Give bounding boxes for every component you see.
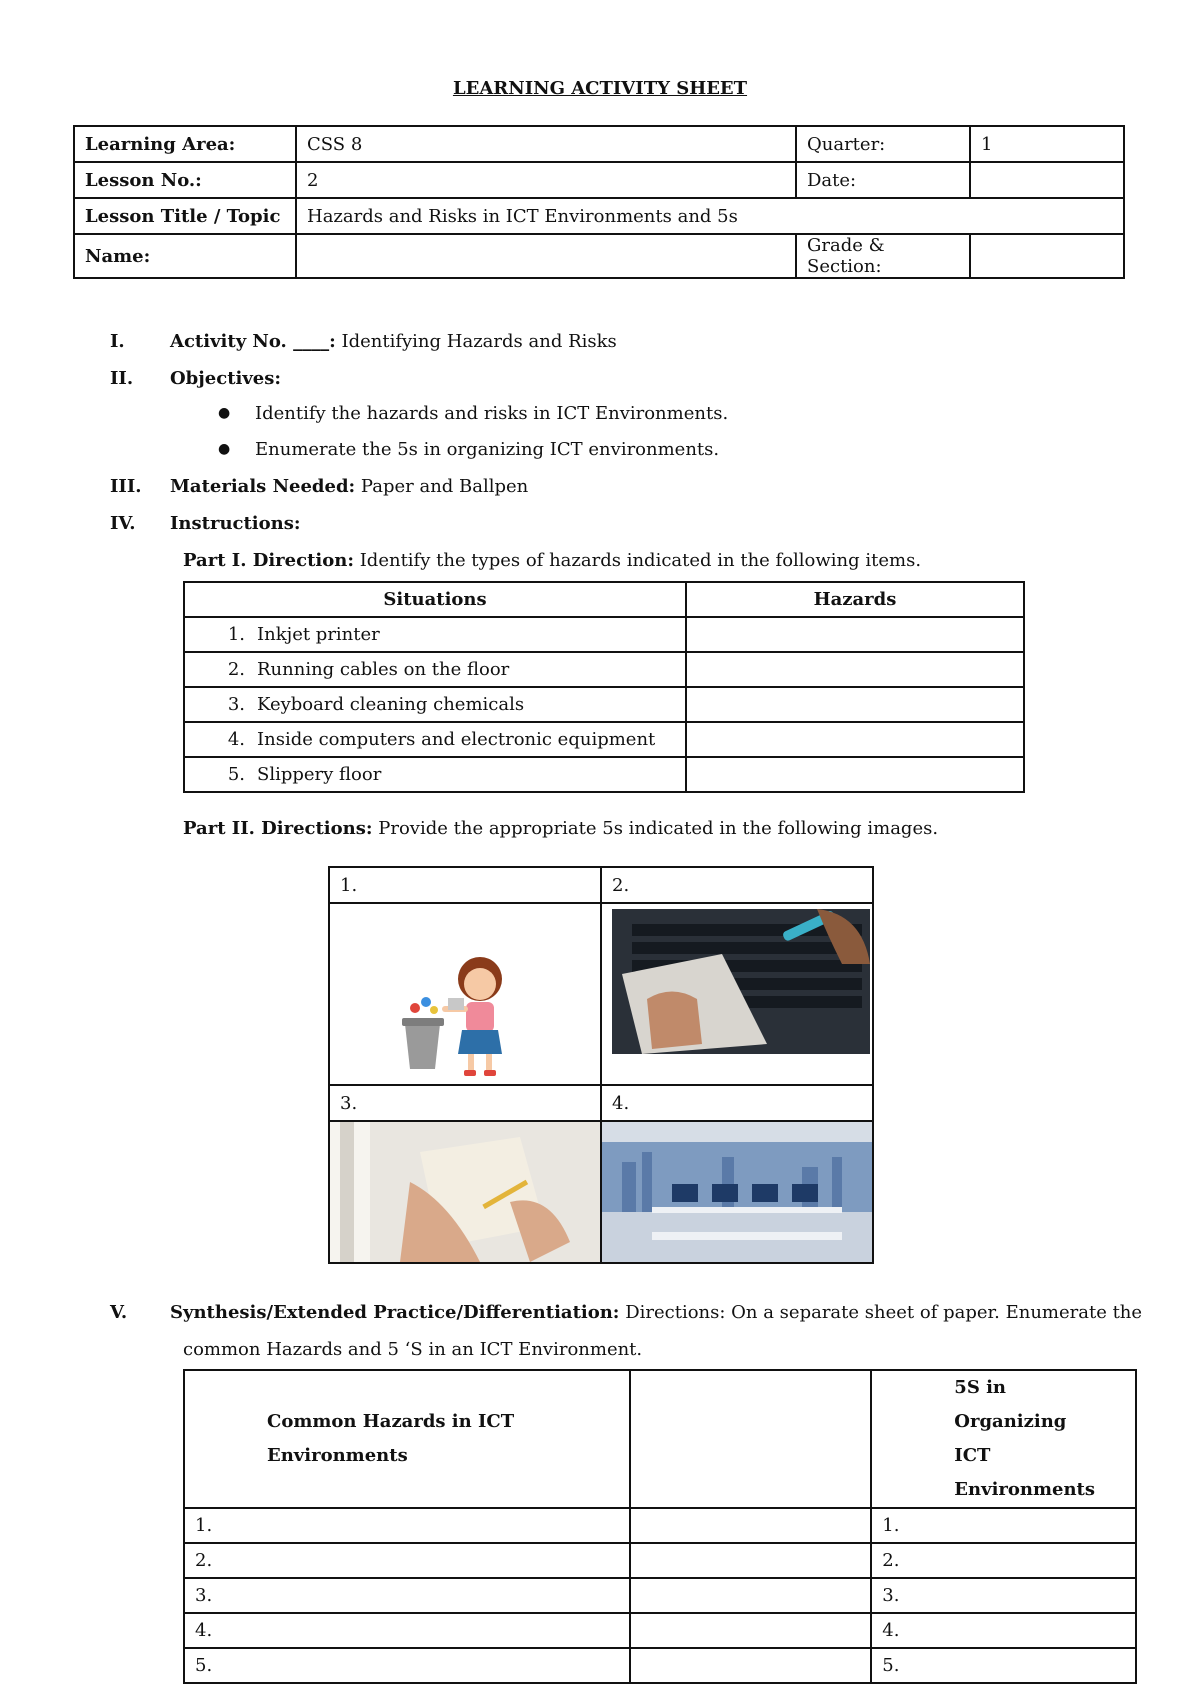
5s-entry-field[interactable]: 2.	[871, 1543, 1136, 1578]
synthesis-text: Directions: On a separate sheet of paper. Enumerate the	[619, 1302, 1143, 1323]
part1-text: Identify the types of hazards indicated in the following items.	[353, 550, 922, 571]
synthesis-text-line2: common Hazards and 5 ‘S in an ICT Environment.	[183, 1339, 643, 1360]
learning-area-value: CSS 8	[296, 126, 796, 162]
grade-section-label: Grade & Section:	[796, 234, 970, 278]
hazard-entry-field[interactable]: 3.	[184, 1578, 630, 1613]
section-ii-number: II.	[110, 368, 134, 389]
table-row: 1. Inkjet printer	[184, 617, 1024, 652]
hazard-entry-field[interactable]: 1.	[184, 1508, 630, 1543]
col-5s: 5S in Organizing ICT Environments	[871, 1370, 1136, 1508]
table-row	[184, 1613, 1136, 1648]
page-title: LEARNING ACTIVITY SHEET	[452, 78, 748, 99]
activity-label: Activity No. ____:	[170, 331, 336, 352]
section-i-number: I.	[110, 331, 125, 352]
part2-label: Part II. Directions:	[183, 818, 373, 839]
bullet-icon: ●	[218, 405, 231, 421]
table-row	[184, 1648, 1136, 1683]
col-blank	[630, 1370, 872, 1508]
image-number-3: 3.	[329, 1085, 601, 1121]
synthesis-table	[183, 1369, 1137, 1684]
synthesis-label: Synthesis/Extended Practice/Differentiation:	[170, 1302, 620, 1323]
section-iv	[110, 513, 301, 535]
table-row	[184, 1578, 1136, 1613]
hazard-answer-field[interactable]	[686, 617, 1024, 652]
materials-text: Paper and Ballpen	[355, 476, 529, 497]
materials-label: Materials Needed:	[170, 476, 356, 497]
5s-entry-field[interactable]: 1.	[871, 1508, 1136, 1543]
clipboard-checklist-image	[330, 1122, 600, 1262]
hazard-answer-field[interactable]	[686, 757, 1024, 792]
bullet-icon: ●	[218, 441, 231, 457]
name-field[interactable]	[296, 234, 796, 278]
part1-label: Part I. Direction:	[183, 550, 354, 571]
hazard-entry-field[interactable]: 5.	[184, 1648, 630, 1683]
table-row: 5. Slippery floor	[184, 757, 1024, 792]
hazard-answer-field[interactable]	[686, 687, 1024, 722]
objective-1: Identify the hazards and risks in ICT Environments.	[255, 403, 729, 424]
lesson-no-value: 2	[296, 162, 796, 198]
lesson-title-value: Hazards and Risks in ICT Environments and 5s	[296, 198, 1124, 234]
table-row	[184, 1543, 1136, 1578]
section-iii	[110, 476, 528, 498]
date-field[interactable]	[970, 162, 1124, 198]
5s-entry-field[interactable]: 3.	[871, 1578, 1136, 1613]
date-label: Date:	[796, 162, 970, 198]
section-i	[110, 331, 617, 353]
table-row: 2. Running cables on the floor	[184, 652, 1024, 687]
part2-direction	[183, 818, 938, 840]
images-table	[328, 866, 874, 1264]
instructions-label: Instructions:	[170, 513, 301, 534]
image-number-4: 4.	[601, 1085, 873, 1121]
5s-entry-field[interactable]: 4.	[871, 1613, 1136, 1648]
objective-2: Enumerate the 5s in organizing ICT environments.	[255, 439, 720, 460]
name-label: Name:	[74, 234, 296, 278]
col-common-hazards: Common Hazards in ICT Environments	[184, 1370, 630, 1508]
learning-area-label: Learning Area:	[74, 126, 296, 162]
image-number-1: 1.	[329, 867, 601, 903]
part1-direction	[183, 550, 921, 572]
girl-throwing-trash-image	[330, 904, 600, 1084]
section-v-number: V.	[110, 1302, 128, 1323]
5s-entry-field[interactable]: 5.	[871, 1648, 1136, 1683]
table-row	[184, 1508, 1136, 1543]
quarter-value: 1	[970, 126, 1124, 162]
hazard-answer-field[interactable]	[686, 652, 1024, 687]
section-v	[110, 1302, 1142, 1324]
grade-section-field[interactable]	[970, 234, 1124, 278]
hazards-table	[183, 581, 1025, 793]
quarter-label: Quarter:	[796, 126, 970, 162]
objectives-label: Objectives:	[170, 368, 282, 389]
section-ii	[110, 368, 281, 390]
hazard-entry-field[interactable]: 2.	[184, 1543, 630, 1578]
keyboard-cleaning-image	[602, 904, 872, 1084]
col-hazards: Hazards	[686, 582, 1024, 617]
modern-office-image	[602, 1122, 872, 1262]
part2-text: Provide the appropriate 5s indicated in the following images.	[372, 818, 939, 839]
section-iii-number: III.	[110, 476, 142, 497]
section-iv-number: IV.	[110, 513, 136, 534]
image-number-2: 2.	[601, 867, 873, 903]
lesson-title-label: Lesson Title / Topic	[74, 198, 296, 234]
lesson-no-label: Lesson No.:	[74, 162, 296, 198]
table-row: 3. Keyboard cleaning chemicals	[184, 687, 1024, 722]
table-row: 4. Inside computers and electronic equipment	[184, 722, 1024, 757]
col-situations: Situations	[184, 582, 686, 617]
activity-title: Identifying Hazards and Risks	[335, 331, 617, 352]
hazard-entry-field[interactable]: 4.	[184, 1613, 630, 1648]
lesson-info-table	[73, 125, 1125, 279]
hazard-answer-field[interactable]	[686, 722, 1024, 757]
